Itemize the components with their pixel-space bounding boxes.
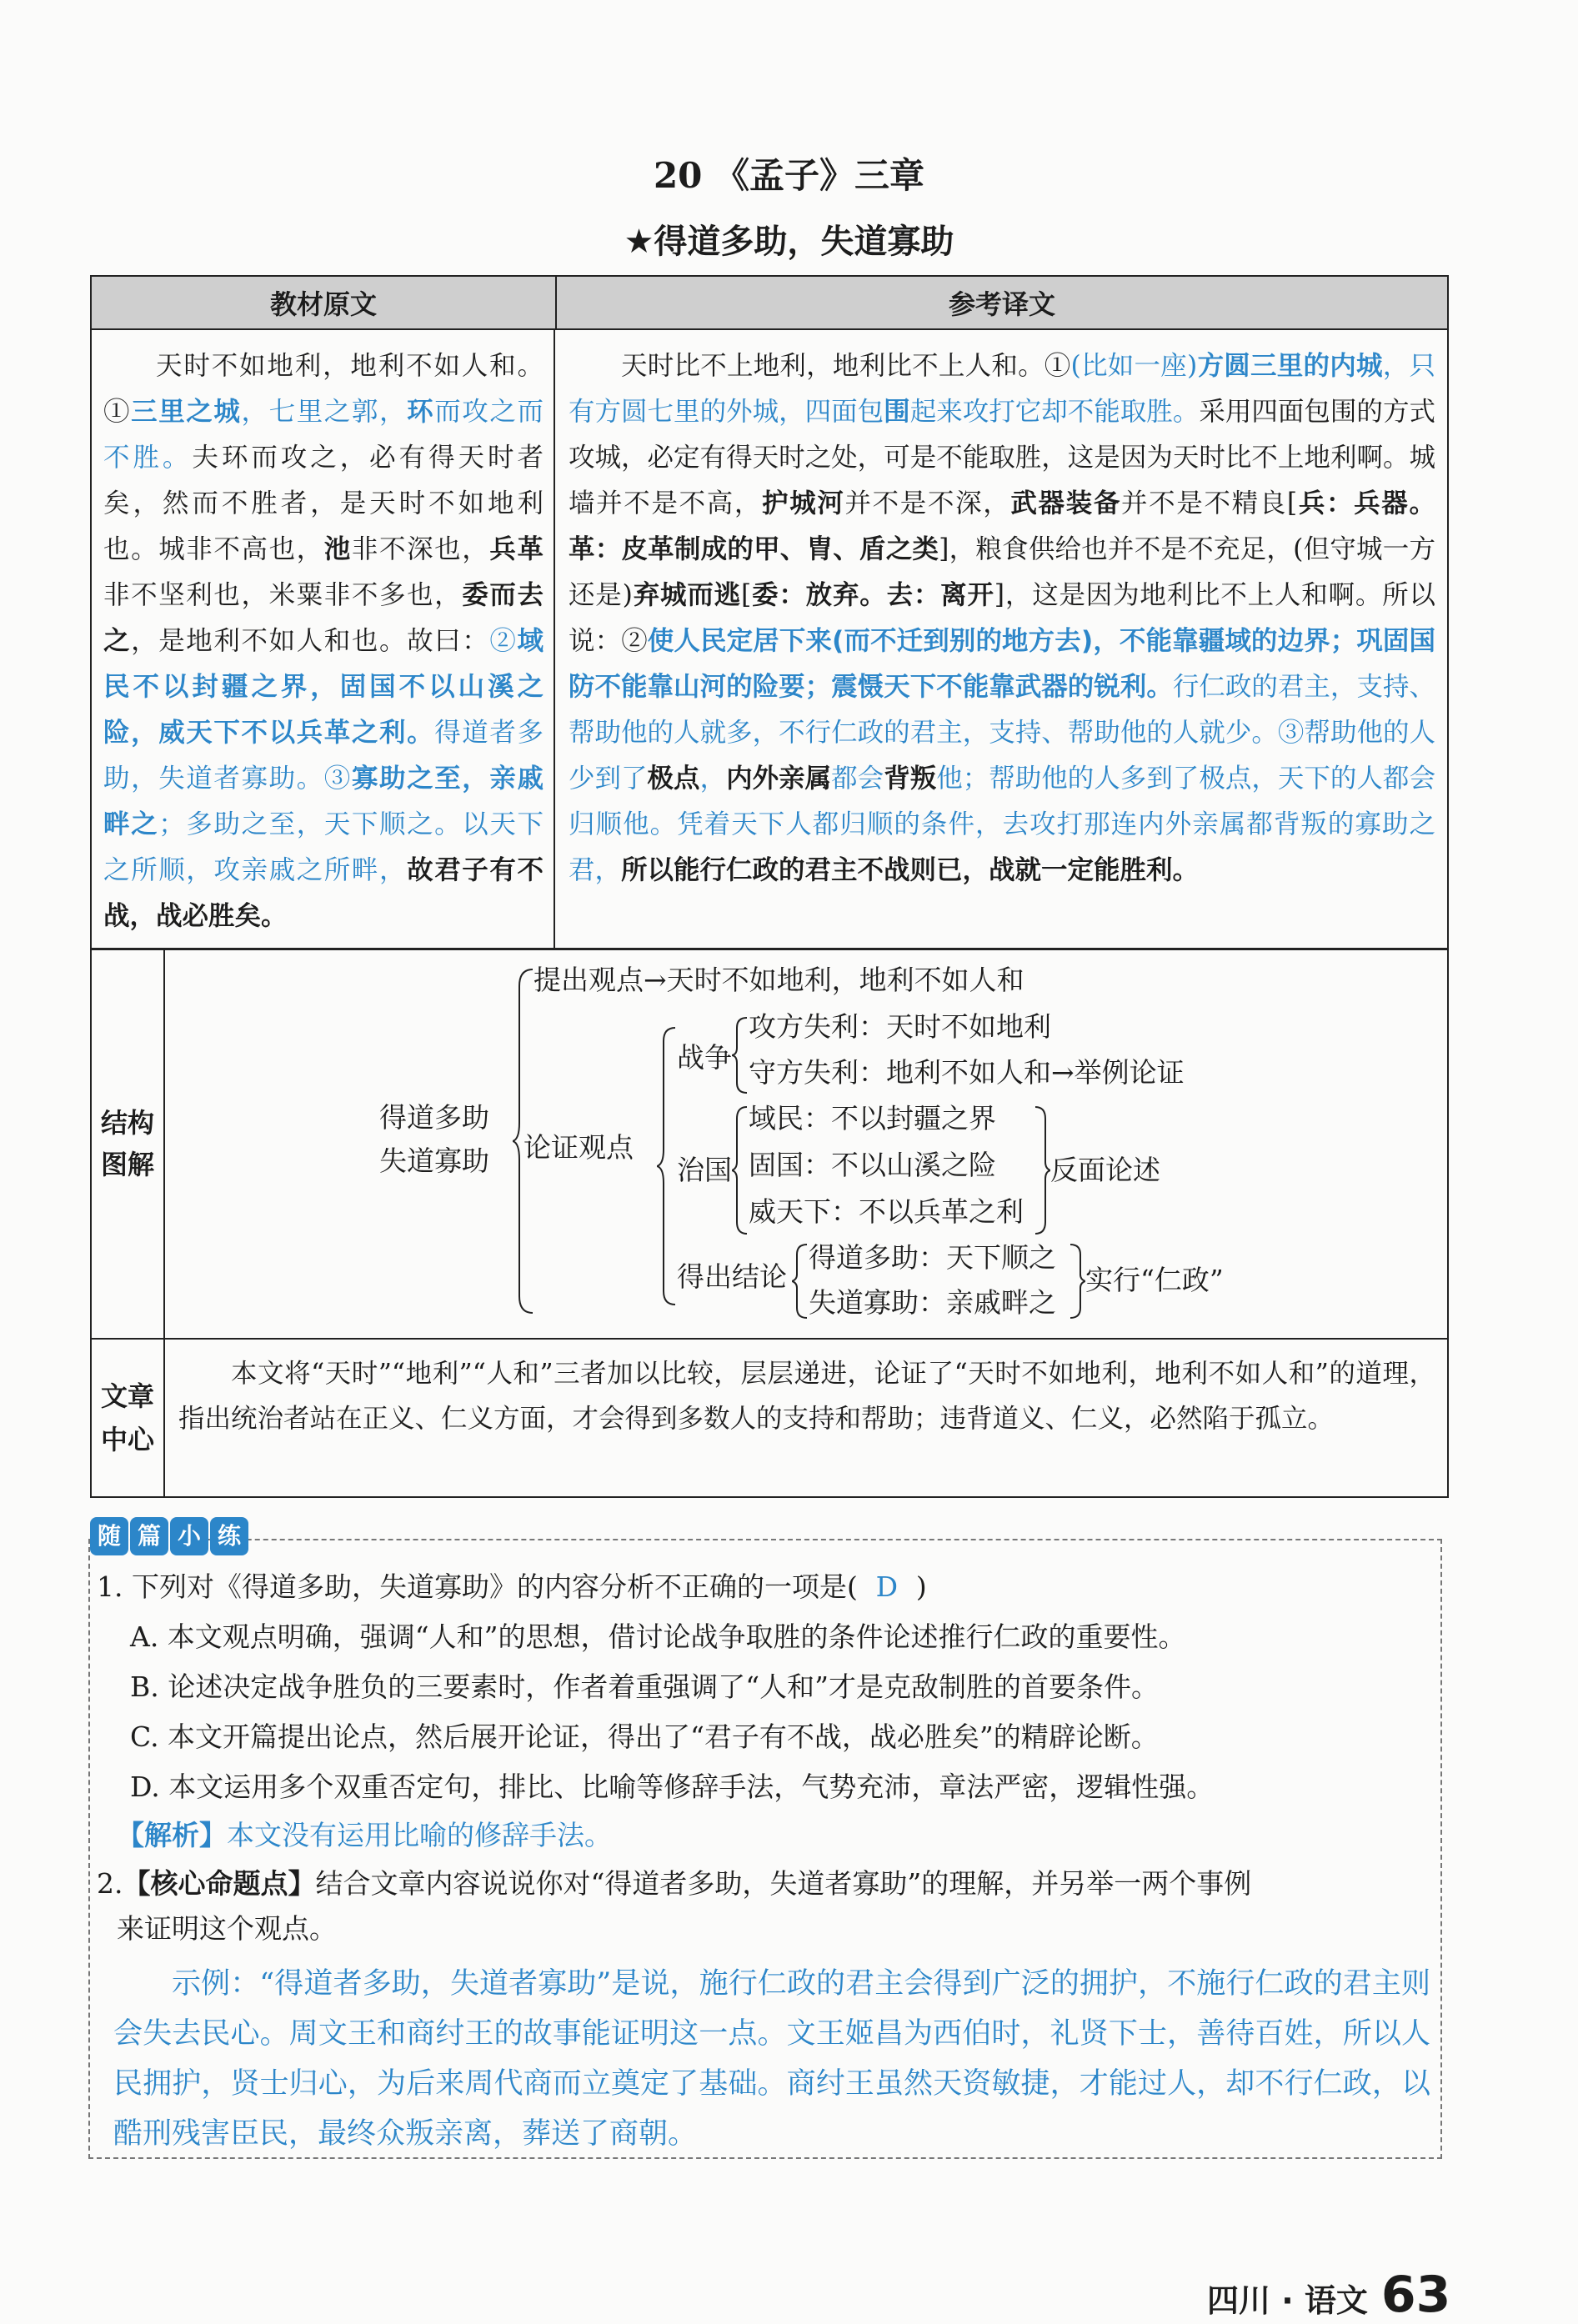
original-segment: 三里之城 bbox=[131, 397, 242, 427]
govern-node: 治国 bbox=[677, 1154, 732, 1186]
original-segment: 而攻之而不胜。 bbox=[103, 397, 544, 473]
translation-segment: 武器装备 bbox=[1010, 488, 1122, 518]
translation-cell bbox=[555, 330, 1447, 949]
translation-segment: 并不是不精良[ bbox=[1121, 488, 1298, 518]
yumin-node: 域民：不以封疆之界 bbox=[749, 1102, 996, 1134]
central-idea-label: 文章中心 bbox=[92, 1340, 165, 1496]
original-segment: 域民不以封疆之界，固国不以山溪之险，威天下不以兵革之利。 bbox=[103, 626, 544, 748]
table-header bbox=[90, 275, 1449, 330]
defend-node: 守方失利：地利不如人和→举例论证 bbox=[749, 1056, 1185, 1089]
root-node-1: 得道多助 bbox=[379, 1101, 489, 1134]
conclude-brace bbox=[792, 1241, 810, 1321]
translation-segment: (比如一座) bbox=[1070, 351, 1198, 381]
viewpoint-node: 提出观点→天时不如地利，地利不如人和 bbox=[534, 964, 1024, 996]
translation-segment: 弃城而逃 bbox=[632, 580, 741, 610]
original-segment: ；多助之至，天下顺之。以天下之所顺，攻亲戚之所畔， bbox=[103, 809, 544, 885]
original-segment: 非不坚利也，米粟非不多也， bbox=[103, 580, 463, 610]
structure-label: 结构图解 bbox=[92, 949, 165, 1338]
text-table-body bbox=[90, 328, 1449, 950]
original-segment: 池 bbox=[323, 534, 352, 564]
translation-segment: 护城河 bbox=[762, 488, 845, 518]
original-text-header: 教材原文 bbox=[92, 277, 557, 328]
question-2-stem: 2.【核心命题点】结合文章内容说说你对“得道者多助，失道者寡助”的理解，并另举一两个事例 bbox=[97, 1867, 1252, 1900]
original-segment: ，是地利不如人和也。故曰： bbox=[131, 626, 490, 656]
translation-segment: 他；帮助他的人多到了极点，天下的人都会归顺他。凭着天下人都归顺的条件，去攻打那连内外亲属都背叛的寡助之君， bbox=[569, 764, 1435, 885]
original-segment: 夫环而攻之，必有得天时者矣，然而不胜者，是天时不如地利也。城非不高也， bbox=[103, 443, 544, 564]
war-node: 战争 bbox=[677, 1041, 732, 1074]
original-segment: 天时不如地利，地利不如人和。① bbox=[103, 351, 544, 427]
translation-segment: 行仁政的君主，支持、帮助他的人就多，不行仁政的君主，支持、帮助他的人就少。③帮助他的人少到了 bbox=[569, 672, 1435, 794]
translation-segment: 委：放弃。去：离开 bbox=[751, 580, 994, 610]
question-2-stem-cont: 来证明这个观点。 bbox=[117, 1912, 337, 1945]
option-a: A. 本文观点明确，强调“人和”的思想，借讨论战争取胜的条件论述推行仁政的重要性。 bbox=[130, 1620, 1186, 1653]
translation-segment: 兵：兵器。革：皮革制成的甲、胄、盾之类 bbox=[569, 488, 1435, 564]
translation-segment: 采用四面包围的方式攻城，必定有得天时之处，可是不能取胜，这是因为天时比不上地利啊。城墙并不是不高， bbox=[569, 397, 1435, 518]
central-idea-text: 本文将“天时”“地利”“人和”三者加以比较，层层递进，论证了“天时不如地利，地利不如人和”的道理，指出统治者站在正义、仁义方面，才会得到多数人的支持和帮助；违背道义、仁义，必然陷于孤立。 bbox=[178, 1359, 1435, 1434]
section-title: ★得道多助，失道寡助 bbox=[624, 223, 954, 261]
original-segment: 故君子有不战，战必胜矣。 bbox=[103, 855, 544, 931]
renzheng-node: 实行“仁政” bbox=[1085, 1264, 1224, 1296]
argue-brace bbox=[657, 1024, 679, 1308]
translation-segment: 围 bbox=[884, 397, 910, 427]
war-brace bbox=[732, 1014, 750, 1096]
practice-badge: 随 篇 小 练 bbox=[90, 1517, 248, 1555]
option-c: C. 本文开篇提出论点，然后展开论证，得出了“君子有不战，战必胜矣”的精辟论断。 bbox=[130, 1720, 1159, 1753]
translation-segment: 并不是不深， bbox=[844, 488, 1011, 518]
question-1-stem: 1. 下列对《得道多助，失道寡助》的内容分析不正确的一项是( D ) bbox=[97, 1567, 927, 1607]
conclusion-node-1: 得道多助：天下顺之 bbox=[809, 1241, 1056, 1274]
central-idea-row bbox=[90, 1338, 1449, 1498]
question-2-answer: 示例：“得道者多助，失道者寡助”是说，施行仁政的君主会得到广泛的拥护，不施行仁政的君主则会失去民心。周文王和商纣王的故事能证明这一点。文王姬昌为西伯时，礼贤下士，善待百姓，所以人民拥护，贤士归心，为后来周代商而立奠定了基础。商纣王虽然天资敏捷，才能过人，却不行仁政，以酷刑残害臣民，最终众叛亲离，葬送了商朝。 bbox=[113, 1967, 1430, 2151]
original-segment: 寡助之至，亲戚畔之 bbox=[103, 764, 544, 839]
original-segment: ，七里之郭， bbox=[241, 397, 408, 427]
translation-segment: 天时比不上地利，地利比不上人和。① bbox=[621, 351, 1071, 381]
question-1-analysis: 【解析】本文没有运用比喻的修辞手法。 bbox=[117, 1819, 612, 1851]
original-segment: 环 bbox=[407, 397, 435, 427]
original-segment: ② bbox=[489, 626, 518, 656]
translation-segment: 使人民定居下来(而不迁到别的地方去)，不能靠疆域的边界；巩固国防不能靠山河的险要；震慑天下不能靠武器的锐利。 bbox=[569, 626, 1435, 702]
footer-label: 四川 · 语文 bbox=[1207, 2282, 1368, 2319]
structure-diagram bbox=[90, 948, 1449, 1340]
translation-segment: 起来攻打它却不能取胜。 bbox=[909, 397, 1200, 427]
weitianxia-node: 威天下：不以兵革之利 bbox=[749, 1195, 1024, 1228]
translation-segment: [ bbox=[740, 580, 752, 610]
page-title: 20 《孟子》三章 bbox=[653, 155, 925, 196]
option-d: D. 本文运用多个双重否定句，排比、比喻等修辞手法，气势充沛，章法严密，逻辑性强。 bbox=[130, 1771, 1215, 1803]
conclude-node: 得出结论 bbox=[677, 1260, 787, 1293]
attack-node: 攻方失利：天时不如地利 bbox=[749, 1010, 1051, 1043]
reverse-brace bbox=[1032, 1104, 1050, 1237]
translation-segment: ， bbox=[699, 764, 727, 794]
translation-segment: 极点 bbox=[647, 764, 700, 794]
conclusion-node-2: 失道寡助：亲戚畔之 bbox=[809, 1286, 1056, 1319]
translation-segment: 都会 bbox=[831, 764, 884, 794]
root-node-2: 失道寡助 bbox=[379, 1144, 489, 1177]
translation-segment: ，只有方圆七里的外城，四面包 bbox=[569, 351, 1435, 427]
translation-text bbox=[569, 343, 1435, 894]
govern-brace bbox=[732, 1104, 750, 1237]
original-segment: 非不深也， bbox=[351, 534, 490, 564]
renzheng-brace bbox=[1067, 1241, 1085, 1321]
guguo-node: 固国：不以山溪之险 bbox=[749, 1149, 996, 1181]
original-segment: 委而去之 bbox=[103, 580, 544, 656]
page-footer bbox=[1207, 2266, 1450, 2324]
translation-header: 参考译文 bbox=[948, 288, 1055, 320]
translation-segment: 背叛 bbox=[884, 764, 937, 794]
translation-segment: ]，粮食供给也并不是不充足，(但守城一方还是) bbox=[569, 534, 1435, 610]
translation-segment: 所以能行仁政的君主不战则已，战就一定能胜利。 bbox=[621, 855, 1200, 885]
translation-segment: 方圆三里的内城 bbox=[1197, 351, 1383, 381]
argue-node: 论证观点 bbox=[523, 1131, 634, 1164]
original-segment: 得道者多助，失道者寡助。③ bbox=[103, 718, 544, 794]
reverse-node: 反面论述 bbox=[1050, 1154, 1160, 1186]
page-number: 63 bbox=[1380, 2266, 1451, 2324]
option-b: B. 论述决定战争胜负的三要素时，作者着重强调了“人和”才是克敌制胜的首要条件。 bbox=[130, 1670, 1159, 1703]
original-text bbox=[103, 343, 544, 939]
original-text-cell bbox=[92, 330, 555, 949]
question-1-answer: D bbox=[875, 1570, 899, 1603]
translation-segment: 内外亲属 bbox=[726, 764, 832, 794]
translation-segment: ]，这是因为地利比不上人和啊。所以说：② bbox=[569, 580, 1435, 656]
original-segment: 兵革 bbox=[489, 534, 544, 564]
